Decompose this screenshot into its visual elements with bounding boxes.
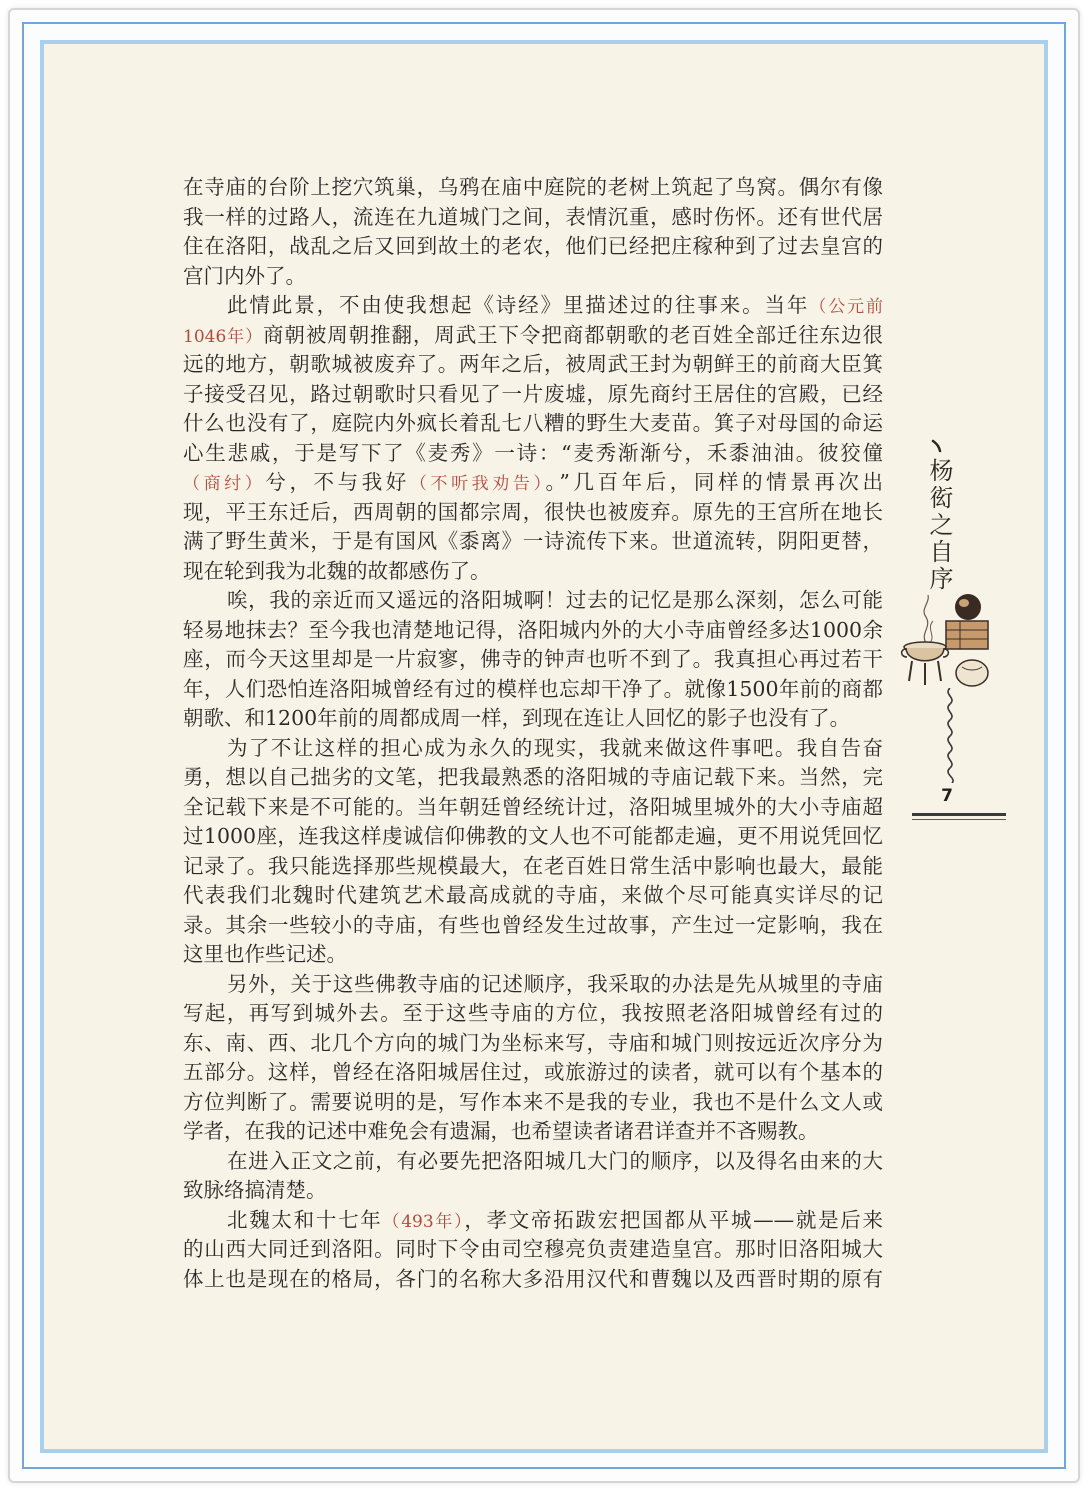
annotation-text: （公元前 <box>809 297 883 317</box>
text-line <box>183 1088 883 1118</box>
text-line <box>183 734 883 764</box>
body-text: 心生悲戚，于是写下了《麦秀》一诗：“麦秀渐渐兮，禾黍油油。彼狡僮 <box>183 440 883 465</box>
chapter-title: 杨衒之自序 <box>925 458 953 593</box>
text-line <box>183 616 883 646</box>
body-text: 另外，关于这些佛教寺庙的记述顺序，我采取的办法是先从城里的寺庙 <box>227 971 883 996</box>
text-line <box>183 1265 883 1295</box>
page-number-rule <box>912 813 1006 816</box>
body-text: 这里也作些记述。 <box>183 942 347 966</box>
body-text: 此情此景，不由使我想起《诗经》里描述过的往事来。当年 <box>227 293 810 317</box>
body-text: 子接受召见，路过朝歌时只看见了一片废墟，原先商纣王居住的宫殿，已经 <box>183 381 883 406</box>
body-text: 东、南、西、北几个方向的城门为坐标来写，寺庙和城门则按远近次序分为 <box>183 1030 883 1055</box>
text-line <box>183 291 883 321</box>
body-text: 年，人们恐怕连洛阳城曾经有过的模样也忘却干净了。就像1500年前的商都 <box>183 676 883 701</box>
text-line <box>183 1058 883 1088</box>
text-line <box>183 586 883 616</box>
text-line <box>183 940 883 970</box>
wavy-divider-icon <box>935 688 975 783</box>
brush-dot-icon <box>930 438 944 454</box>
text-line <box>183 822 883 852</box>
text-line <box>183 704 883 734</box>
body-text: 宫门内外了。 <box>183 263 306 288</box>
body-text: 什么也没有了，庭院内外疯长着乱七八糟的野生大麦苗。箕子对母国的命运 <box>183 411 883 435</box>
body-text: 勇，想以自己拙劣的文笔，把我最熟悉的洛阳城的寺庙记载下来。当然，完 <box>183 765 883 789</box>
body-text: 轻易地抹去？至今我也清楚地记得，洛阳城内外的大小寺庙曾经多达1000余 <box>183 617 883 642</box>
text-line <box>183 1029 883 1059</box>
body-text: 写起，再写到城外去。至于这些寺庙的方位，我按照老洛阳城曾经有过的 <box>183 1001 883 1025</box>
body-text: 现，平王东迁后，西周朝的国都宗周，很快也被废弃。原先的王宫所在地长 <box>183 499 883 524</box>
body-text: 记录了。我只能选择那些规模最大，在老百姓日常生活中影响也最大，最能 <box>183 853 883 878</box>
body-text: 过1000座，连我这样虔诚信仰佛教的文人也不可能都走遍，更不用说凭回忆 <box>183 824 883 848</box>
text-line <box>183 1176 883 1206</box>
annotation-text: （商纣） <box>183 474 266 494</box>
text-line <box>183 409 883 439</box>
text-line <box>183 468 883 498</box>
text-line <box>183 380 883 410</box>
text-line <box>183 439 883 469</box>
body-text: 住在洛阳，战乱之后又回到故土的老农，他们已经把庄稼种到了过去皇宫的 <box>183 234 883 258</box>
text-line <box>183 498 883 528</box>
annotation-text: 1046年） <box>183 326 263 347</box>
body-text: 五部分。这样，曾经在洛阳城居住过，或旅游过的读者，就可以有个基本的 <box>183 1060 883 1084</box>
text-line <box>183 1235 883 1265</box>
text-line <box>183 1206 883 1236</box>
body-text: ，孝文帝拓跋宏把国都从平城——就是后来 <box>464 1207 883 1232</box>
text-line <box>183 350 883 380</box>
body-text: 录。其余一些较小的寺庙，有些也曾经发生过故事，产生过一定影响，我在 <box>183 912 883 937</box>
body-text: 座，而今天这里却是一片寂寥，佛寺的钟声也听不到了。我真担心再过若干 <box>183 647 883 671</box>
body-text: 在寺庙的台阶上挖穴筑巢，乌鸦在庙中庭院的老树上筑起了鸟窝。偶尔有像 <box>183 175 883 199</box>
text-line <box>183 763 883 793</box>
text-line <box>183 645 883 675</box>
page-number-rule-thin <box>912 819 1006 820</box>
body-text: 在进入正文之前，有必要先把洛阳城几大门的顺序，以及得名由来的大 <box>227 1148 883 1173</box>
body-text: 致脉络搞清楚。 <box>183 1178 327 1202</box>
text-line <box>183 203 883 233</box>
body-text: 方位判断了。需要说明的是，写作本来不是我的专业，我也不是什么文人或 <box>183 1089 883 1114</box>
text-line <box>183 527 883 557</box>
text-line <box>183 1147 883 1177</box>
body-text: 朝歌、和1200年前的周都成周一样，到现在连让人回忆的影子也没有了。 <box>183 706 851 730</box>
body-text: 唉，我的亲近而又遥远的洛阳城啊！过去的记忆是那么深刻，怎么可能 <box>227 588 883 612</box>
text-line <box>183 1117 883 1147</box>
text-line <box>183 557 883 587</box>
text-line <box>183 881 883 911</box>
body-text: 北魏太和十七年 <box>227 1207 383 1232</box>
text-line <box>183 173 883 203</box>
annotation-text: （493年） <box>382 1211 465 1232</box>
body-text: 代表我们北魏时代建筑艺术最高成就的寺庙，来做个尽可能真实详尽的记 <box>183 883 883 907</box>
body-text: 兮，不与我好 <box>265 470 410 494</box>
body-text: 全记载下来是不可能的。当年朝廷曾经统计过，洛阳城里城外的大小寺庙超 <box>183 794 883 819</box>
text-line <box>183 999 883 1029</box>
text-line <box>183 262 883 292</box>
text-line <box>183 793 883 823</box>
body-text: 为了不让这样的担心成为永久的现实，我就来做这件事吧。我自告奋 <box>227 735 883 760</box>
body-text: 远的地方，朝歌城被废弃了。两年之后，被周武王封为朝鲜王的前商大臣箕 <box>183 352 883 376</box>
body-text: 学者，在我的记述中难免会有遗漏，也希望读者诸君详查并不吝赐教。 <box>183 1119 819 1143</box>
text-line <box>183 232 883 262</box>
page-number: 7 <box>941 786 953 806</box>
body-text: 现在轮到我为北魏的故都感伤了。 <box>183 558 491 583</box>
body-text-block <box>183 173 883 1294</box>
text-line <box>183 911 883 941</box>
body-text: 商朝被周朝推翻，周武王下令把商都朝歌的老百姓全部迁往东边很 <box>263 322 883 347</box>
body-text: 我一样的过路人，流连在九道城门之间，表情沉重，感时伤怀。还有世代居 <box>183 204 883 229</box>
annotation-text: （不听我劝告） <box>409 474 546 494</box>
body-text: 的山西大同迁到洛阳。同时下令由司空穆亮负责建造皇宫。那时旧洛阳城大 <box>183 1237 883 1261</box>
text-line <box>183 321 883 351</box>
text-line <box>183 675 883 705</box>
body-text: 。”几百年后，同样的情景再次出 <box>545 470 883 494</box>
incense-burner-illustration-icon <box>900 585 1000 695</box>
text-line <box>183 970 883 1000</box>
body-text: 满了野生黄米，于是有国风《黍离》一诗流传下来。世道流转，阴阳更替， <box>183 529 883 553</box>
body-text: 体上也是现在的格局，各门的名称大多沿用汉代和曹魏以及西晋时期的原有 <box>183 1266 883 1291</box>
text-line <box>183 852 883 882</box>
